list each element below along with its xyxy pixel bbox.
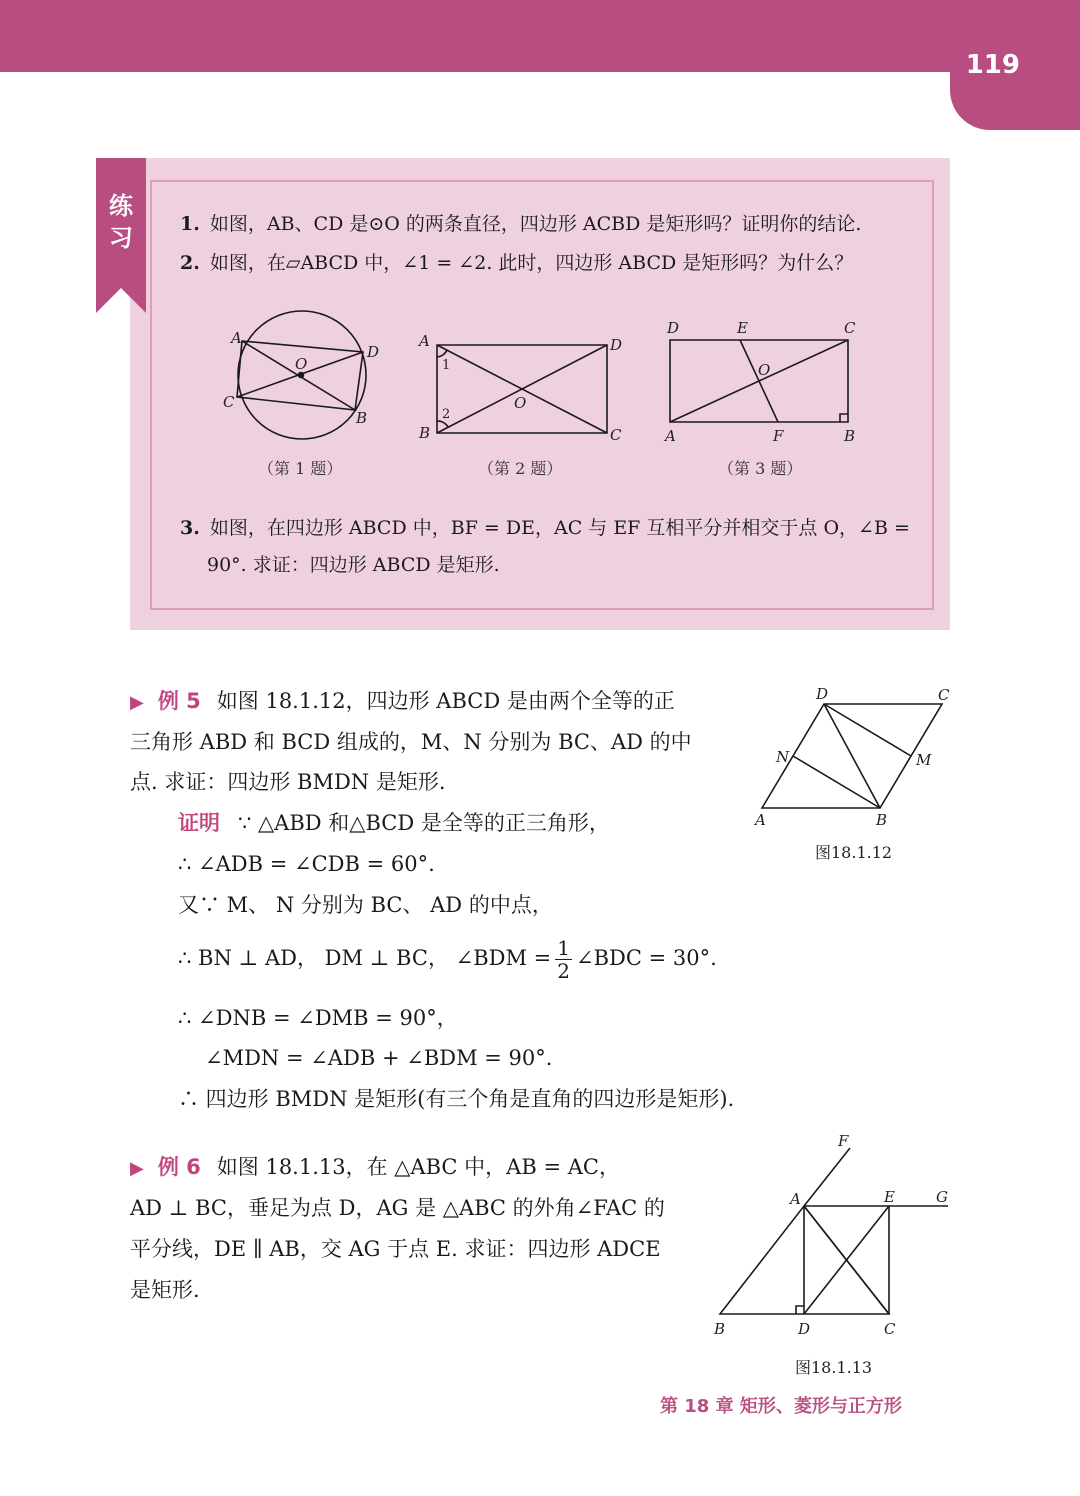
label-c: C [884, 1320, 896, 1338]
example-6-line-4: 是矩形. [130, 1278, 200, 1302]
triangle-bullet-icon: ▶ [130, 1158, 144, 1179]
caption-exercise-3: （第 3 题） [718, 459, 803, 478]
label-b: B [844, 427, 856, 445]
caption-exercise-1: （第 1 题） [258, 459, 343, 478]
exercise-2: 2. 如图，在▱ABCD 中，∠1 = ∠2. 此时，四边形 ABCD 是矩形吗？为什么？ [180, 252, 854, 274]
chapter-footer: 第 18 章 矩形、菱形与正方形 [660, 1396, 902, 1417]
example-6-line-3: 平分线，DE ∥ AB，交 AG 于点 E. 求证：四边形 ADCE [130, 1237, 661, 1261]
label-c: C [938, 686, 950, 704]
page-number: 119 [965, 50, 1020, 80]
figure-exercise-1 [215, 305, 395, 455]
header-bar [0, 0, 1080, 72]
figure-exercise-2 [415, 330, 630, 445]
example-6-line-2: AD ⊥ BC，垂足为点 D，AG 是 △ABC 的外角∠FAC 的 [130, 1196, 665, 1220]
label-d: D [798, 1320, 811, 1338]
practice-ribbon-label: 练 习 [109, 192, 133, 252]
angle-1-arc [437, 350, 447, 357]
exercise-3-line-1: 3. 如图，在四边形 ABCD 中，BF = DE，AC 与 EF 互相平分并相交于点 O，∠B = [180, 517, 910, 539]
diagonal-bd [824, 704, 880, 808]
label-angle-2: 2 [442, 407, 451, 422]
caption-exercise-2: （第 2 题） [478, 459, 563, 478]
example-6-line-1: ▶ 例 6 如图 18.1.13，在 △ABC 中，AB = AC， [130, 1155, 620, 1179]
exercise-1: 1. 如图，AB、CD 是⊙O 的两条直径，四边形 ACBD 是矩形吗？证明你的结论. [180, 213, 862, 235]
label-a: A [755, 811, 766, 829]
label-b: B [356, 409, 368, 427]
exercise-3-line-2: 90°. 求证：四边形 ABCD 是矩形. [207, 554, 500, 576]
figure-18-1-13-caption: 图18.1.13 [795, 1358, 873, 1377]
segment-ef [740, 340, 778, 422]
right-angle-d [796, 1306, 804, 1314]
label-b: B [714, 1320, 726, 1338]
segment-bn [793, 756, 880, 808]
example-5-line-2: 三角形 ABD 和 BCD 组成的，M、N 分别为 BC、AD 的中 [130, 730, 692, 754]
label-o: O [514, 394, 527, 412]
proof-line-4: ∴ BN ⊥ AD， DM ⊥ BC， ∠BDM = $\frac{1}{2}$ ∠BDC = 30°. [178, 936, 717, 983]
proof-line-7: ∴ 四边形 BMDN 是矩形(有三个角是直角的四边形是矩形). [178, 1087, 735, 1111]
label-a: A [665, 427, 676, 445]
label-f: F [838, 1132, 849, 1150]
label-a: A [790, 1190, 801, 1208]
label-c: C [223, 393, 235, 411]
figure-18-1-13 [708, 1132, 968, 1342]
label-d: D [816, 685, 829, 703]
label-o: O [758, 361, 771, 379]
label-a: A [231, 329, 242, 347]
label-e: E [884, 1188, 895, 1206]
label-o: O [295, 355, 308, 373]
label-m: M [916, 751, 932, 769]
proof-line-3: 又∵ M、 N 分别为 BC、 AD 的中点， [178, 893, 553, 917]
proof-line-2: ∴ ∠ADB = ∠CDB = 60°. [178, 852, 435, 876]
label-b: B [876, 811, 888, 829]
label-b: B [419, 424, 431, 442]
triangle-bullet-icon: ▶ [130, 692, 144, 713]
figure-exercise-3 [660, 318, 865, 448]
label-c: C [610, 426, 622, 444]
label-c: C [844, 319, 856, 337]
label-a: A [419, 332, 430, 350]
proof-line-5: ∴ ∠DNB = ∠DMB = 90°， [178, 1006, 458, 1030]
label-g: G [936, 1188, 948, 1206]
label-n: N [776, 748, 790, 766]
label-angle-1: 1 [442, 358, 451, 373]
label-d: D [667, 319, 680, 337]
figure-18-1-12-caption: 图18.1.12 [815, 843, 893, 862]
segment-dm [824, 704, 911, 756]
fraction-one-half: $\frac{1}{2}$ [557, 936, 570, 983]
label-d: D [610, 336, 623, 354]
right-angle-b [840, 414, 848, 422]
ray-af [804, 1148, 850, 1206]
proof-line-6: ∠MDN = ∠ADB + ∠BDM = 90°. [205, 1046, 553, 1070]
label-f: F [773, 427, 784, 445]
proof-line-1: 证明 ∵ △ABD 和△BCD 是全等的正三角形， [178, 811, 610, 835]
example-5-line-3: 点. 求证：四边形 BMDN 是矩形. [130, 770, 446, 794]
example-5-line-1: ▶ 例 5 如图 18.1.12，四边形 ABCD 是由两个全等的正 [130, 689, 675, 713]
label-e: E [737, 319, 748, 337]
label-d: D [367, 343, 380, 361]
figure-18-1-12 [750, 684, 960, 834]
